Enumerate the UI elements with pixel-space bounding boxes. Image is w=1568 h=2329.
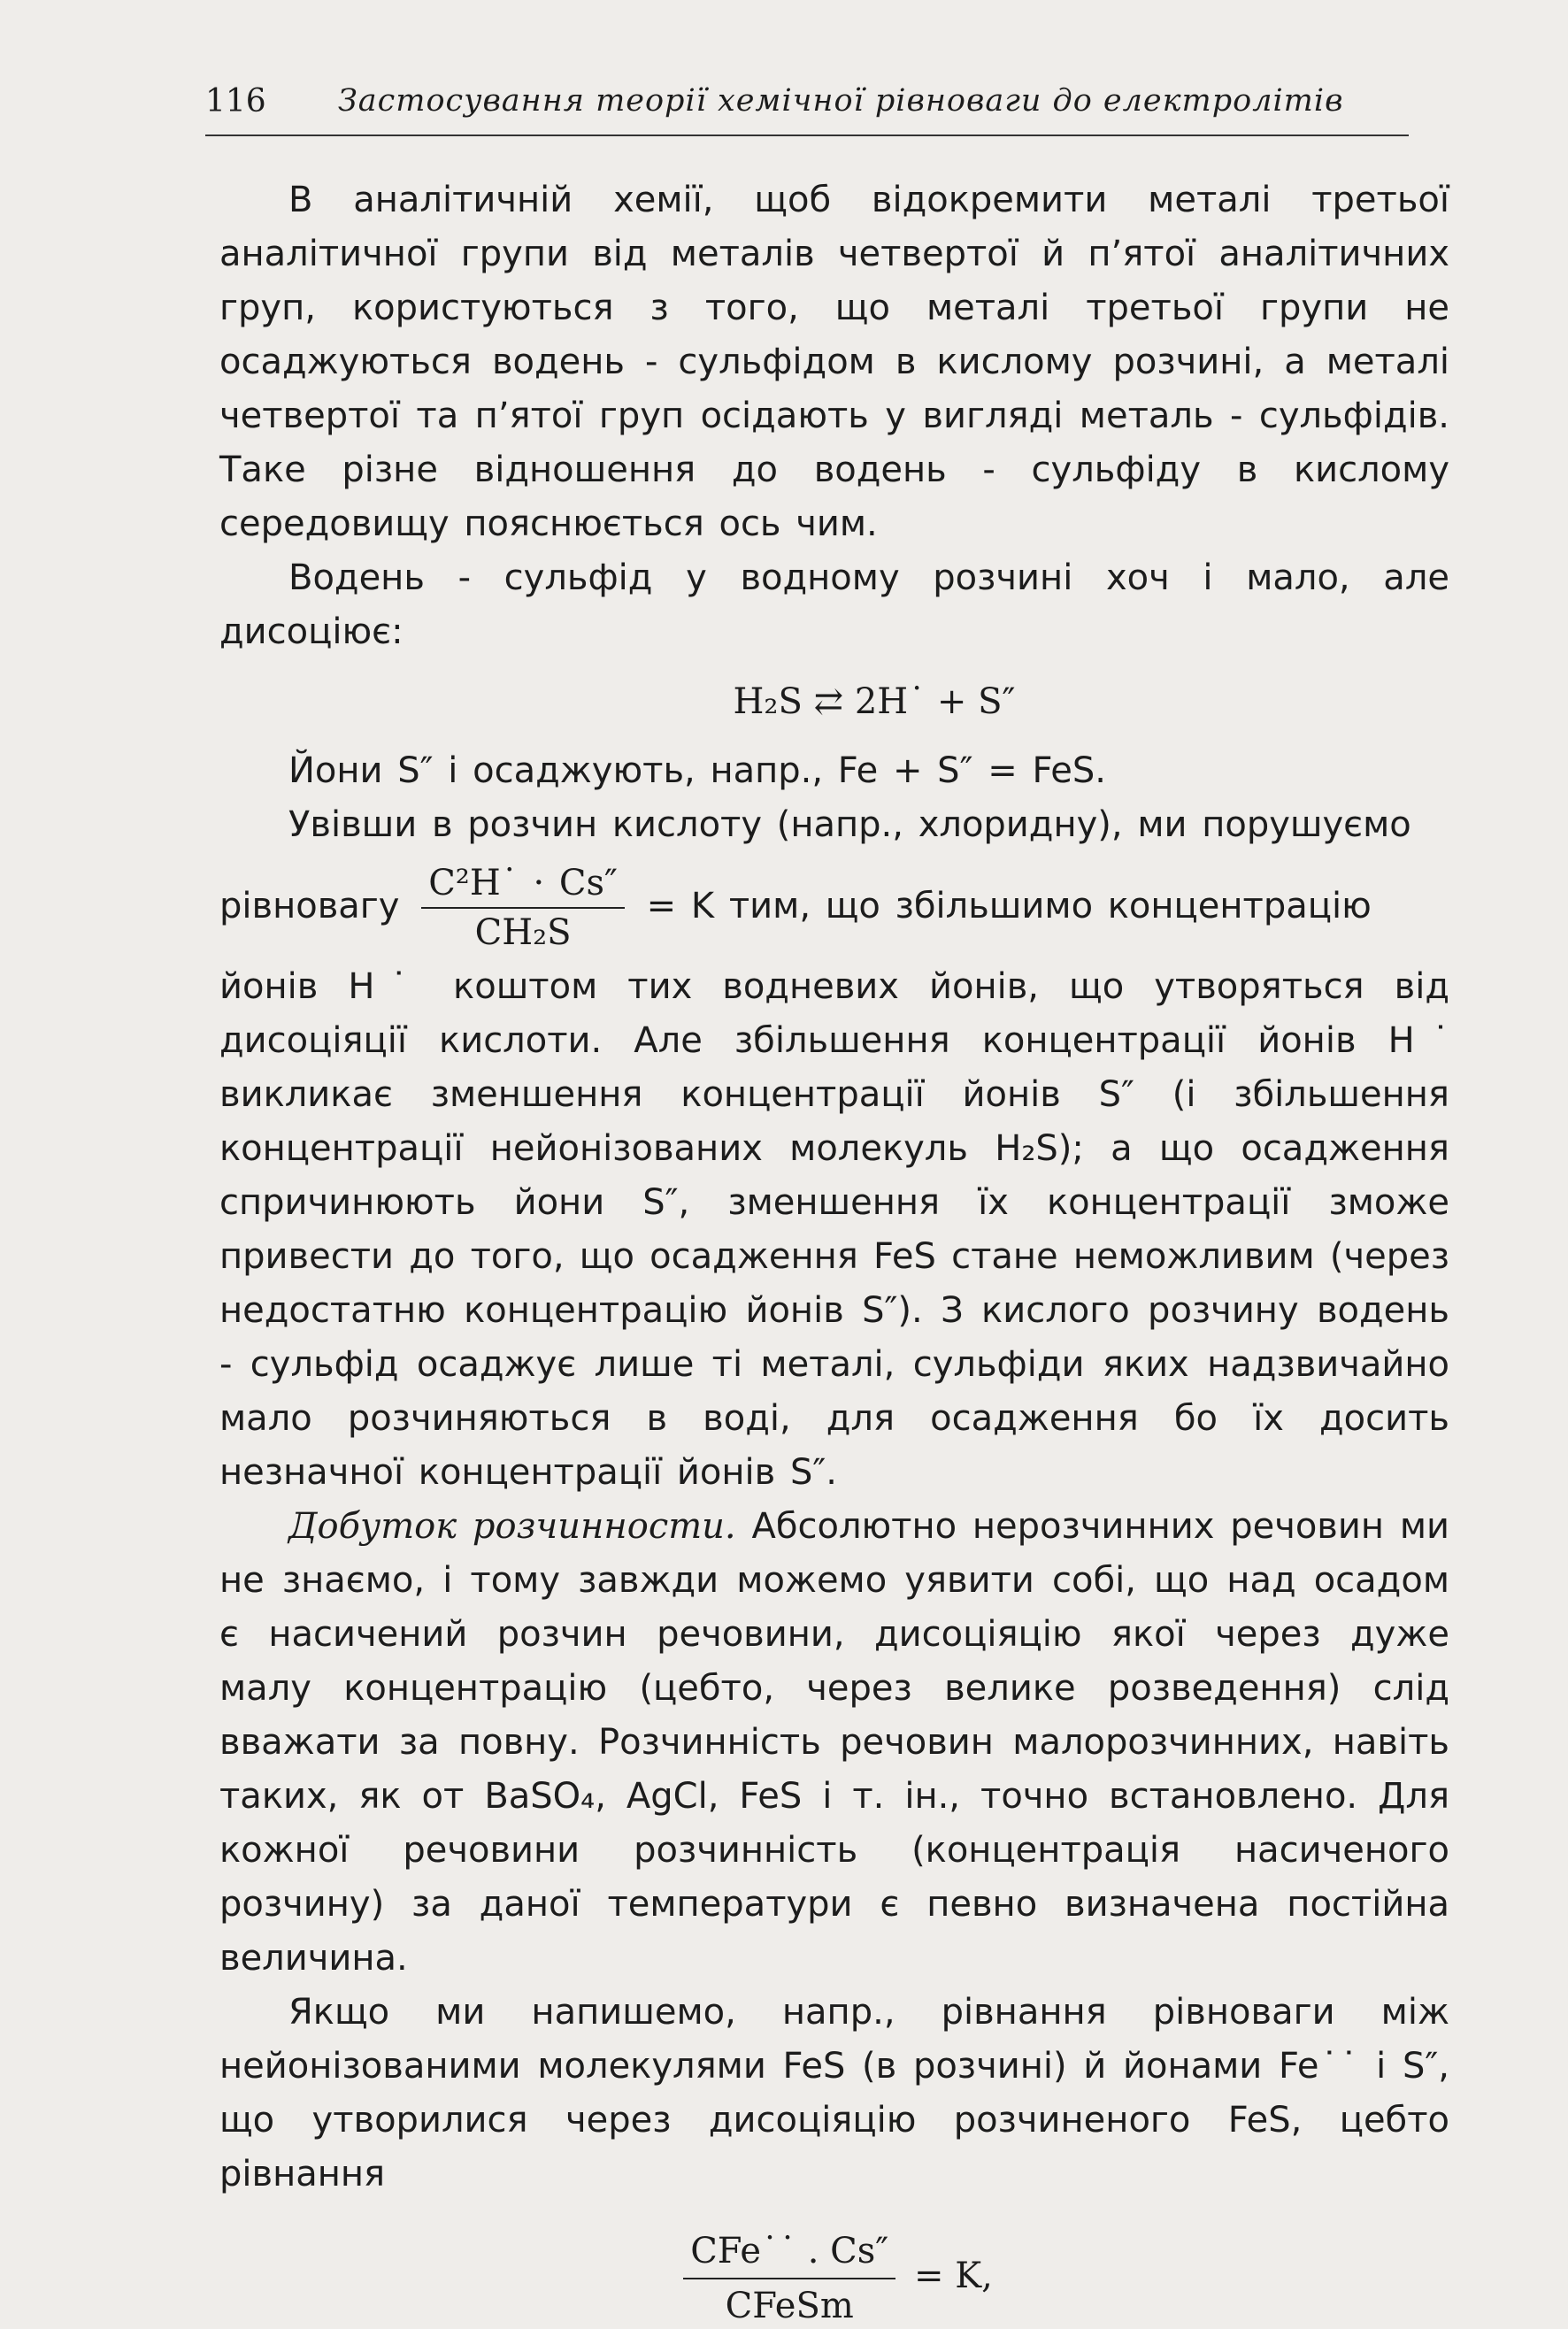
paragraph-text: Абсолютно нерозчинних речовин ми не знаємо, і тому завжди можемо уявити собі, що над осадом є насичений розчин речовини, дисоціяцію якої через дуже малу концентрацію (цебто, через велике розведення) слід вважати за повну. Розчинність речовин малорозчинних, навіть таких, як от BaSO₄, AgCl, FeS і т. ін., точно встановлено. Для кожної речовини розчинність (концентрація насиченого розчину) за даної температури є певно визначена постійна величина. bbox=[219, 1506, 1449, 1979]
equation-result: = K, bbox=[913, 2256, 993, 2296]
paragraph: Якщо ми напишемо, напр., рівнання рівноваги між нейонізованими молекулями FeS (в розчині) й йонами Fe˙˙ і S″, що утворилися через дисоціяцію розчиненого FeS, цебто рівнання bbox=[219, 1992, 1449, 2194]
paragraph: В аналітичній хемії, щоб відокремити металі третьої аналітичної групи від металів четвертої й п’ятої аналітичних груп, користуються з того, що металі третьої групи не осаджуються водень - сульфідом в кислому розчині, а металі четвертої та п’ятої груп осідають у вигляді металь - сульфідів. Таке різне відношення до водень - сульфіду в кислому середовищу пояснюється ось чим. bbox=[219, 180, 1449, 544]
equilibrium-fraction bbox=[421, 863, 625, 953]
paragraph-solubility-product bbox=[219, 1500, 1449, 1986]
paragraph: йонів H˙ коштом тих водневих йонів, що утворяться від дисоціяції кислоти. Але збільшення концентрації йонів H˙ викликає зменшення концентрації йонів S″ (і збільшення концентрації нейонізованих молекуль H₂S); а що осадження спричинюють йони S″, зменшення їх концентрації зможе привести до того, що осадження FeS стане неможливим (через недостатню концентрацію йонів S″). З кислого розчину водень - сульфід осаджує лише ті металі, сульфіди яких надзвичайно мало розчиняються в воді, для осадження бо їх досить незначної концентрації йонів S″. bbox=[219, 966, 1449, 1493]
paragraph: Водень - сульфід у водному розчині хоч і мало, але дисоціює: bbox=[219, 557, 1449, 652]
solubility-fraction bbox=[683, 2228, 895, 2329]
fraction-denominator: CFeSm bbox=[725, 2286, 854, 2326]
equilibrium-line bbox=[219, 852, 1449, 960]
fraction-denominator: CH₂S bbox=[474, 912, 572, 953]
equation-dissociation: H₂S ⇄ 2H˙ + S″ bbox=[733, 681, 1016, 722]
fraction-numerator: CFe˙˙ . Cs″ bbox=[683, 2228, 895, 2279]
running-header bbox=[205, 78, 1409, 136]
equation-solubility bbox=[219, 2228, 1449, 2326]
running-title: Застосування теорії хемічної рівноваги до електролітів bbox=[338, 83, 1344, 119]
equilibrium-label: рівновагу bbox=[219, 886, 400, 926]
equilibrium-tail: = K тим, що збільшимо концентрацію bbox=[646, 886, 1372, 926]
page-number: 116 bbox=[205, 83, 266, 119]
paragraph: Йони S″ і осаджують, напр., Fe + S″ = FeS. bbox=[288, 750, 1106, 791]
paragraph: Увівши в розчин кислоту (напр., хлоридну), ми порушуємо bbox=[288, 804, 1411, 845]
section-heading-italic: Добуток розчинности. bbox=[288, 1506, 736, 1547]
page-body bbox=[219, 173, 1449, 2326]
fraction-numerator: C²H˙ · Cs″ bbox=[421, 863, 625, 909]
